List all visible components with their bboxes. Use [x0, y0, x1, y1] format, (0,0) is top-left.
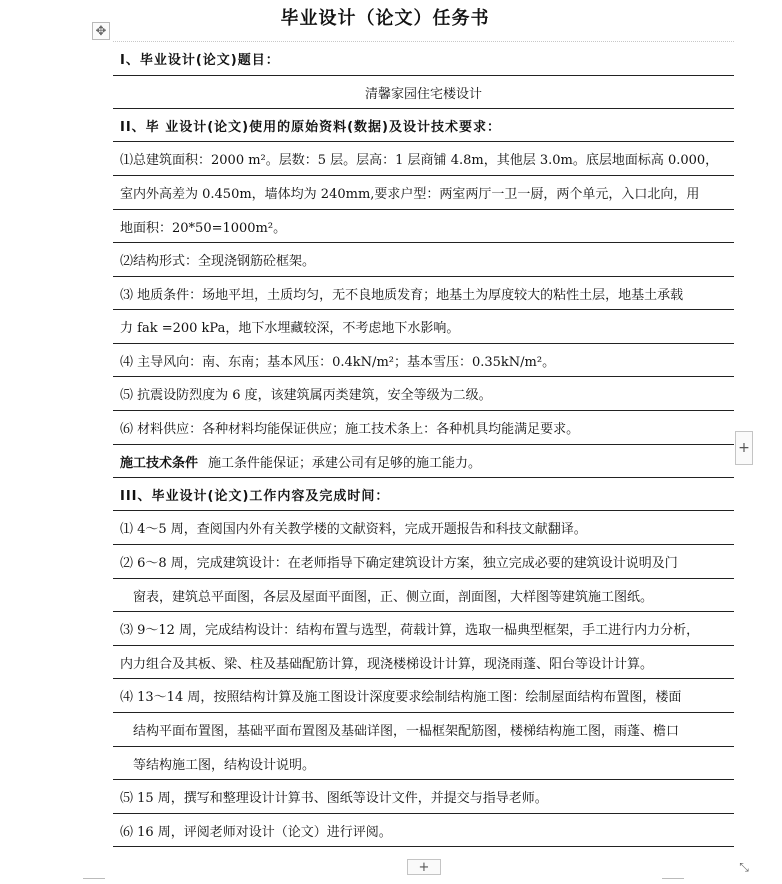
- row-text: ⑹ 16 周，评阅老师对设计（论文）进行评阅。: [120, 824, 392, 840]
- table-resize-handle-icon[interactable]: ⤡: [739, 859, 749, 874]
- add-column-button[interactable]: +: [735, 431, 753, 465]
- table-row: [113, 310, 734, 344]
- row-text: ⑸ 抗震设防烈度为 6 度，该建筑属丙类建筑，安全等级为二级。: [120, 388, 492, 403]
- row-text: ⑵结构形式：全现浇钢筋砼框架。: [120, 254, 316, 269]
- table-row: [113, 545, 734, 579]
- row-text: ⑷ 主导风向：南、东南；基本风压：0.4kN/m²；基本雪压：0.35kN/m²。: [120, 354, 556, 370]
- table-row: [113, 747, 734, 780]
- table-row: [113, 411, 734, 445]
- table-row: [113, 76, 734, 109]
- table-row: [113, 445, 734, 478]
- table-row: [113, 142, 734, 176]
- table-row: [113, 713, 734, 747]
- row-text: 清馨家园住宅楼设计: [364, 86, 482, 102]
- table-row: [113, 344, 734, 377]
- table-row: [113, 679, 734, 713]
- row-text: ⑵ 6～8 周，完成建筑设计：在老师指导下确定建筑设计方案，独立完成必要的建筑设计说明及门: [120, 556, 678, 571]
- table-move-handle-icon[interactable]: ✥: [92, 22, 110, 40]
- row-text: 室内外高差为 0.450m，墙体均为 240mm,要求户型：两室两厅一卫一厨，两个单元，入口北向，用: [120, 187, 700, 202]
- row-text: 窗表，建筑总平面图，各层及屋面平面图，正、侧立面，剖面图，大样图等建筑施工图纸。: [133, 589, 654, 605]
- row-text: ⑶ 地质条件：场地平坦，土质均匀，无不良地质发育；地基土为厚度较大的粘性土层，地基土承载: [120, 287, 684, 303]
- section-heading-row: [113, 42, 734, 76]
- task-table: [113, 41, 734, 847]
- table-row: [113, 511, 734, 545]
- table-row: [113, 814, 734, 847]
- row-text: II、毕 业设计(论文)使用的原始资料(数据)及设计技术要求：: [120, 119, 501, 135]
- table-row: [113, 176, 734, 210]
- table-row: [113, 210, 734, 243]
- page-corner-mark: [662, 878, 684, 879]
- section-heading-row: [113, 109, 734, 142]
- row-text: I、毕业设计(论文)题目：: [120, 53, 280, 68]
- table-row: [113, 243, 734, 277]
- add-row-button[interactable]: +: [407, 859, 441, 875]
- document-title: 毕业设计（论文）任务书: [280, 8, 490, 29]
- row-text: ⑸ 15 周，撰写和整理设计计算书、图纸等设计文件，并提交与指导老师。: [120, 791, 548, 806]
- row-text: 等结构施工图，结构设计说明。: [133, 757, 316, 773]
- row-text: ⑷ 13～14 周，按照结构计算及施工图设计深度要求绘制结构施工图：绘制屋面结构布置图，楼面: [120, 690, 682, 705]
- table-row: [113, 377, 734, 411]
- page-corner-mark: [83, 878, 105, 879]
- row-text: III、毕业设计(论文)工作内容及完成时间：: [120, 488, 390, 504]
- table-row: [113, 612, 734, 646]
- section-heading-row: [113, 478, 734, 511]
- table-row: [113, 579, 734, 612]
- row-text: ⑴ 4～5 周，查阅国内外有关教学楼的文献资料，完成开题报告和科技文献翻译。: [120, 522, 587, 537]
- row-text: 内力组合及其板、梁、柱及基础配筋计算，现浇楼梯设计计算，现浇雨蓬、阳台等设计计算。: [120, 656, 654, 672]
- row-lead-label: 施工技术条件: [120, 455, 199, 471]
- table-row: [113, 780, 734, 814]
- table-row: [113, 277, 734, 310]
- table-row: [113, 646, 734, 679]
- row-text: ⑴总建筑面积：2000 m²。层数：5 层。层高：1 层商铺 4.8m，其他层 3.0m。底层地面标高 0.000，: [120, 153, 719, 168]
- row-text: 力 fak =200 kPa，地下水埋藏较深，不考虑地下水影响。: [120, 321, 460, 336]
- row-text: ⑹ 材料供应：各种材料均能保证供应；施工技术条上：各种机具均能满足要求。: [120, 422, 580, 437]
- row-text: ⑶ 9～12 周，完成结构设计：结构布置与选型，荷载计算，选取一榀典型框架，手工进行内力分析，: [120, 623, 700, 638]
- row-text: 结构平面布置图，基础平面布置图及基础详图，一榀框架配筋图，楼梯结构施工图，雨蓬、檐口: [133, 724, 680, 739]
- row-text: 施工条件能保证；承建公司有足够的施工能力。: [208, 455, 482, 471]
- row-text: 地面积：20*50=1000m²。: [120, 220, 287, 236]
